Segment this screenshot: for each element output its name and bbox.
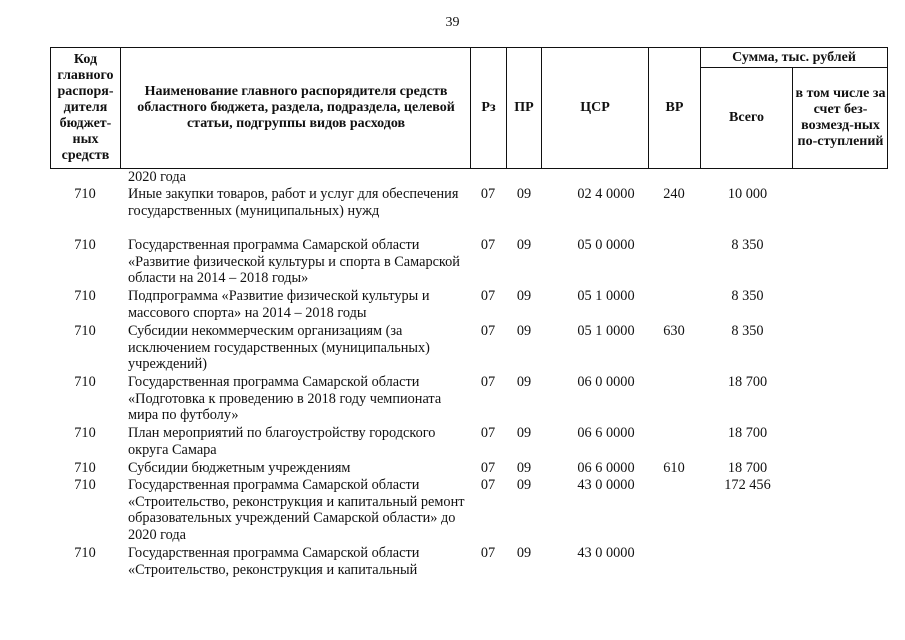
table-row [50, 237, 888, 288]
row-rz: 07 [480, 545, 496, 561]
row-name: Иные закупки товаров, работ и услуг для обеспечения государственных (муниципальных) нужд [128, 186, 459, 219]
row-name: Субсидии некоммерческим организациям (за исключением государственных (муниципальных) учреждений) [128, 323, 430, 372]
row-code: 710 [74, 323, 96, 339]
row-pr: 09 [516, 237, 532, 253]
row-code: 710 [74, 186, 96, 202]
row-name: План мероприятий по благоустройству городского округа Самара [128, 425, 436, 458]
row-code: 710 [74, 545, 96, 561]
header-divider-total [792, 67, 793, 169]
row-rz: 07 [480, 237, 496, 253]
table-row [50, 477, 888, 545]
header-name: Наименование главного распорядителя средств областного бюджета, раздела, подраздела, целевой статьи, подгруппы видов расходов [137, 84, 455, 131]
row-code: 710 [74, 460, 96, 476]
table-body [50, 169, 888, 579]
row-csr: 02 4 0000 [577, 186, 635, 202]
row-rz: 07 [480, 186, 496, 202]
table-header [50, 47, 888, 169]
row-pr: 09 [516, 545, 532, 561]
row-pr: 09 [516, 477, 532, 493]
row-name: 2020 года [128, 169, 187, 185]
row-rz: 07 [480, 288, 496, 304]
header-divider-code [120, 47, 121, 169]
row-pr: 09 [516, 288, 532, 304]
row-rz: 07 [480, 425, 496, 441]
row-total: 10 000 [727, 186, 768, 202]
row-vr: 610 [663, 460, 685, 476]
header-code: Код главного распоря-дителя бюджет-ных средств [57, 52, 114, 163]
row-rz: 07 [480, 477, 496, 493]
row-total: 18 700 [727, 374, 768, 390]
table-row [50, 186, 888, 237]
table-row [50, 169, 888, 186]
row-vr: 240 [663, 186, 685, 202]
header-left-border [50, 47, 51, 169]
row-code: 710 [74, 237, 96, 253]
row-total: 172 456 [724, 477, 771, 493]
header-vr: ВР [665, 100, 684, 115]
row-pr: 09 [516, 460, 532, 476]
row-csr: 06 6 0000 [577, 425, 635, 441]
row-csr: 05 1 0000 [577, 323, 635, 339]
row-total: 8 350 [731, 237, 764, 253]
header-rz-label: Рз [481, 100, 496, 115]
row-name: Подпрограмма «Развитие физической культуры и массового спорта» на 2014 – 2018 годы [128, 288, 430, 321]
header-sum-group: Сумма, тыс. рублей [732, 49, 856, 65]
table-row [50, 460, 888, 477]
row-rz: 07 [480, 460, 496, 476]
row-vr: 630 [663, 323, 685, 339]
row-total: 8 350 [731, 323, 764, 339]
row-name: Государственная программа Самарской области «Строительство, реконструкция и капитальный [128, 545, 420, 578]
row-total: 18 700 [727, 425, 768, 441]
row-pr: 09 [516, 374, 532, 390]
header-grants: в том числе за счет без-возмезд-ных по-ступлений [795, 86, 886, 149]
row-csr: 06 0 0000 [577, 374, 635, 390]
row-pr: 09 [516, 323, 532, 339]
row-name: Государственная программа Самарской области «Строительство, реконструкция и капитальный ремонт образовательных учреждений Самарской области» до 2020 года [128, 477, 465, 543]
header-total: Всего [729, 110, 764, 125]
header-pr: ПР [514, 100, 534, 115]
row-pr: 09 [516, 186, 532, 202]
row-code: 710 [74, 425, 96, 441]
page-number: 39 [445, 15, 460, 30]
table-row [50, 425, 888, 460]
table-row [50, 288, 888, 323]
row-code: 710 [74, 288, 96, 304]
row-csr: 05 1 0000 [577, 288, 635, 304]
row-csr: 06 6 0000 [577, 460, 635, 476]
row-code: 710 [74, 374, 96, 390]
table-row [50, 545, 888, 579]
row-name: Субсидии бюджетным учреждениям [128, 460, 351, 476]
row-total: 8 350 [731, 288, 764, 304]
table-row [50, 374, 888, 425]
row-rz: 07 [480, 323, 496, 339]
table-row [50, 323, 888, 374]
row-csr: 43 0 0000 [577, 545, 635, 561]
row-pr: 09 [516, 425, 532, 441]
row-total: 18 700 [727, 460, 768, 476]
row-code: 710 [74, 477, 96, 493]
row-rz: 07 [480, 374, 496, 390]
header-csr: ЦСР [580, 100, 610, 115]
row-csr: 05 0 0000 [577, 237, 635, 253]
header-right-border [887, 47, 888, 169]
row-name: Государственная программа Самарской области «Подготовка к проведению в 2018 году чемпионата мира по футболу» [128, 374, 442, 423]
row-csr: 43 0 0000 [577, 477, 635, 493]
row-name: Государственная программа Самарской области «Развитие физической культуры и спорта в Самарской области на 2014 – 2018 годы» [128, 237, 460, 286]
